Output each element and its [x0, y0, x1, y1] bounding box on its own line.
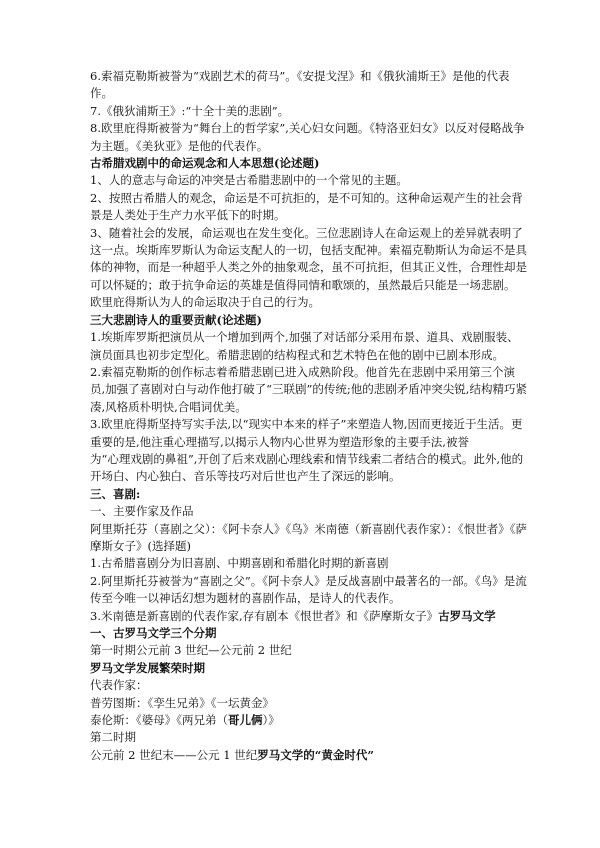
section-heading: 三、喜剧: [90, 486, 141, 501]
section-heading: 三大悲剧诗人的重要贡献(论述题) [90, 312, 262, 327]
text-line: 6.索福克勒斯被誉为“戏剧艺术的荷马”。《安提戈涅》和《俄狄浦斯王》是他的代表作。 [90, 69, 510, 101]
text-line: 1、人的意志与命运的冲突是古希腊悲剧中的一个常见的主题。 [90, 173, 408, 188]
text-line: 第二时期 [90, 730, 136, 745]
bold-phrase: 罗马文学的“黄金时代” [257, 747, 374, 762]
text-line: 2、按照古希腊人的观念，命运是不可抗拒的，是不可知的。这种命运观产生的社会背景是人类处于生产力水平低下的时期。 [90, 190, 523, 223]
text-line: 3.米南德是新喜剧的代表作家,存有剧本《恨世者》和《萨摩斯女子》古罗马文学 [90, 608, 496, 623]
text-line: 3.欧里庇得斯坚持写实手法,以“现实中本来的样子”来塑造人物,因而更接近于生活。更重要的是,他注重心理描写,以揭示人物内心世界为塑造形象的主要手法,被誉 [90, 417, 523, 449]
text-line: 一、主要作家及作品 [90, 504, 194, 519]
text-line: 2.索福克勒斯的创作标志着希腊悲剧已进入成熟阶段。他首先在悲剧中采用第三个演员,加强了喜剧对白与动作他打破了“三联剧”的传统;他的悲剧矛盾冲突尖锐,结构精巧紧凑,风格质朴明快,合唱词优美。 [90, 364, 527, 414]
text-line: 普劳图斯：《孪生兄弟》《一坛黄金》 [90, 695, 274, 710]
text-line: 公元前 2 世纪末——公元 1 世纪罗马文学的“黄金时代” [90, 747, 374, 762]
section-heading: 古希腊戏剧中的命运观念和人本思想(论述题) [90, 156, 320, 171]
text-line: 代表作家： [90, 678, 148, 693]
section-heading: 一、古罗马文学三个分期 [90, 626, 217, 640]
bold-phrase: 哥儿俩 [228, 713, 263, 728]
text-line: 3、随着社会的发展，命运观也在发生变化。三位悲剧诗人在命运观上的差异就表明了这一点。埃斯库罗斯认为命运支配人的一切，包括支配神。索福克勒斯认为命运不是具体的神物，而是一种超乎人类之外的抽象观念，虽不可抗拒，但其正义性，合理性却是可以怀疑的；敢于抗争命运的英雄是值得同情和歌颂的，虽然最后只能是一场悲剧。 [90, 225, 527, 292]
text-line: 8.欧里庇得斯被誉为“舞台上的哲学家”,关心妇女问题。《特洛亚妇女》以反对侵略战争为主题。《美狄亚》是他的代表作。 [90, 121, 525, 153]
document-body [90, 68, 530, 764]
text-line: 阿里斯托芬（喜剧之父）：《阿卡奈人》《鸟》米南德（新喜剧代表作家）：《恨世者》《萨摩斯女子》(选择题) [90, 521, 527, 553]
section-heading: 罗马文学发展繁荣时期 [90, 660, 205, 675]
bold-phrase: 古罗马文学 [438, 608, 496, 623]
text-line: 1.古希腊喜剧分为旧喜剧、中期喜剧和希腊化时期的新喜剧 [90, 556, 389, 571]
text-line: 泰伦斯：《婆母》《两兄弟（哥儿俩）》 [90, 713, 280, 728]
text-line: 欧里庇得斯认为人的命运取决于自己的行为。 [90, 295, 320, 310]
text-line: 第一时期公元前 3 世纪—公元前 2 世纪 [90, 643, 292, 658]
text-line: 7.《俄狄浦斯王》:“十全十美的悲剧”。 [90, 103, 290, 118]
text-line: 2.阿里斯托芬被誉为“喜剧之父”。《阿卡奈人》是反战喜剧中最著名的一部。《鸟》是流传至今唯一以神话幻想为题材的喜剧作品，是诗人的代表作。 [90, 573, 527, 606]
text-line: 为“心理戏剧的鼻祖”,开创了后来戏剧心理线索和情节线索二者结合的模式。此外,他的开场白、内心独白、音乐等技巧对后世也产生了深远的影响。 [90, 451, 524, 484]
text-line: 1.埃斯库罗斯把演员从一个增加到两个,加强了对话部分采用布景、道具、戏剧服装、演员面具也初步定型化。希腊悲剧的结构程式和艺术特色在他的剧中已剧本形成。 [90, 330, 519, 362]
